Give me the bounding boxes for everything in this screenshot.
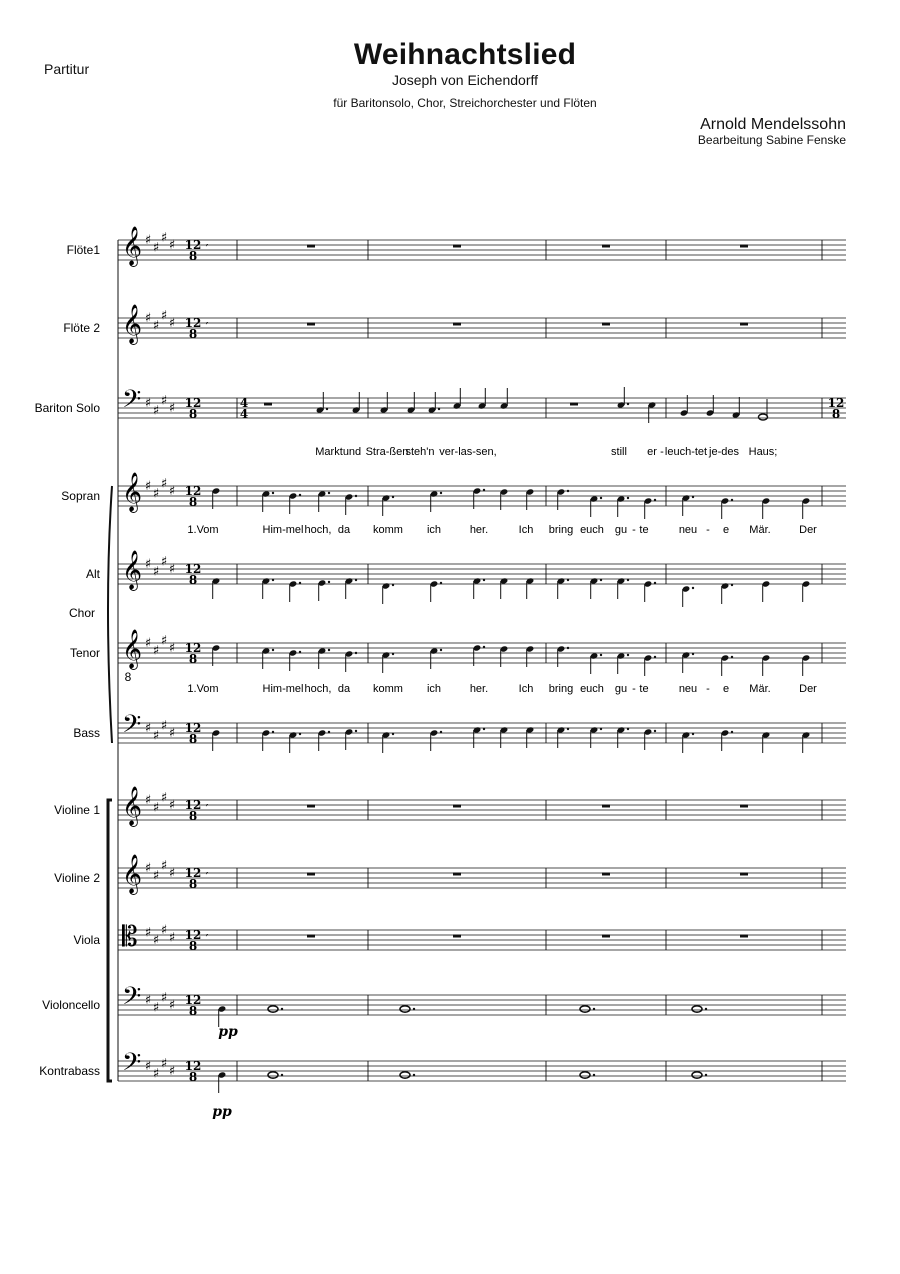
staff-label: Violoncello (42, 998, 100, 1012)
arranger-name: Bearbeitung Sabine Fenske (697, 133, 846, 147)
dot (413, 1008, 415, 1010)
treble-clef-icon: 𝄞 (122, 550, 143, 590)
dot (281, 1008, 283, 1010)
time-signature-top: 12 (184, 316, 202, 330)
time-signature-bottom: 8 (188, 877, 198, 891)
dot (483, 489, 485, 491)
sharp-icon: ♯ (160, 718, 168, 734)
dot (692, 653, 694, 655)
dot (355, 730, 357, 732)
sharp-icon: ♯ (152, 1000, 160, 1016)
lyric-syllable: Ich (518, 524, 534, 536)
time-signature-bottom: 8 (188, 573, 198, 587)
dot (355, 579, 357, 581)
sharp-icon: ♯ (160, 633, 168, 649)
dot (692, 733, 694, 735)
treble-clef-icon: 𝄞 (122, 786, 143, 826)
dot (731, 584, 733, 586)
sharp-icon: ♯ (168, 484, 176, 499)
eighth-rest: ′ (205, 802, 209, 816)
bar-rest (453, 935, 461, 938)
lyric-syllable: neu (678, 524, 698, 536)
sharp-icon: ♯ (160, 923, 168, 938)
dot (299, 733, 301, 735)
dot (731, 499, 733, 501)
bass-clef-icon: 𝄢 (122, 1048, 142, 1083)
bar-rest (453, 323, 461, 326)
instrumentation-subtitle: für Baritonsolo, Chor, Streichorchester und Flöten (333, 96, 597, 110)
sharp-icon: ♯ (152, 403, 160, 419)
lyric-syllable: Der (799, 524, 817, 536)
sharp-icon: ♯ (160, 230, 168, 246)
sharp-icon: ♯ (168, 238, 176, 253)
dot (567, 490, 569, 492)
lyric-syllable: hoch, (304, 524, 332, 536)
lyric-syllable: - (706, 683, 710, 695)
sharp-icon: ♯ (144, 925, 152, 941)
time-signature-bottom: 8 (188, 1070, 198, 1084)
lyric-syllable: Mär. (749, 524, 771, 536)
lyric-syllable: hoch, (304, 683, 332, 695)
sharp-icon: ♯ (168, 798, 176, 813)
time-signature-bottom: 8 (188, 939, 198, 953)
sharp-icon: ♯ (168, 866, 176, 881)
whole-note (400, 1072, 410, 1078)
dot (654, 582, 656, 584)
sharp-icon: ♯ (168, 641, 176, 656)
treble-clef-icon: 𝄞 (122, 304, 143, 344)
time-signature-bottom: 8 (188, 732, 198, 746)
lyric-syllable: - (706, 524, 710, 536)
dot (440, 649, 442, 651)
staff-label: Violine 1 (54, 803, 100, 817)
bar-rest (453, 805, 461, 808)
bar-rest (602, 805, 610, 808)
staff-violine-1 (54, 786, 846, 827)
lyric-syllable: Him-mel (262, 524, 304, 536)
sharp-icon: ♯ (152, 564, 160, 580)
dynamic-mark: pp (218, 1024, 238, 1040)
dot (272, 579, 274, 581)
dot (328, 492, 330, 494)
bar-rest (602, 935, 610, 938)
sharp-icon: ♯ (160, 393, 168, 409)
lyric-syllable: neu (678, 683, 698, 695)
sharp-icon: ♯ (168, 998, 176, 1013)
bar-rest (307, 245, 315, 248)
alto-clef-icon: 𝄡 (122, 920, 138, 953)
time-signature-top: 12 (184, 238, 202, 252)
bass-clef-icon: 𝄢 (122, 385, 142, 420)
dot (593, 1074, 595, 1076)
sharp-icon: ♯ (168, 930, 176, 946)
bar-rest (740, 935, 748, 938)
dot (281, 1074, 283, 1076)
sharp-icon: ♯ (160, 790, 168, 806)
treble-clef-icon: 𝄞 (122, 472, 143, 512)
time-signature-top: 12 (184, 866, 202, 880)
dot (328, 581, 330, 583)
bass-clef-icon: 𝄢 (122, 710, 142, 745)
lyric-syllable: er (647, 446, 657, 458)
dot (483, 728, 485, 730)
dot (692, 496, 694, 498)
lyric-syllable: 1.Vom (187, 524, 219, 536)
dynamic-mark: pp (212, 1104, 232, 1120)
lyric-syllable: bring (548, 683, 574, 695)
staff-label: Viola (73, 933, 100, 947)
lyric-syllable: ver-las-sen, (439, 446, 497, 458)
poet-name: Joseph von Eichendorff (391, 72, 539, 88)
dot (692, 587, 694, 589)
dot (438, 408, 440, 410)
dot (731, 731, 733, 733)
dot (600, 728, 602, 730)
time-signature-top: 12 (184, 721, 202, 735)
lyric-syllable: gu (614, 683, 628, 695)
bar-rest (740, 873, 748, 876)
lyric-syllable: her. (469, 683, 489, 695)
lyric-syllable: bring (548, 524, 574, 536)
staff-label: Flöte 2 (63, 321, 100, 335)
dot (272, 731, 274, 733)
staff-violoncello (42, 982, 846, 1018)
dot (392, 653, 394, 655)
sharp-icon: ♯ (144, 793, 152, 808)
staff-bass (73, 710, 846, 746)
time-signature-top: 12 (184, 484, 202, 498)
sharp-icon: ♯ (160, 990, 168, 1006)
eighth-rest: ′ (205, 320, 209, 334)
sharp-icon: ♯ (168, 1064, 176, 1079)
sharp-icon: ♯ (152, 868, 160, 884)
lyric-syllable: still (611, 446, 627, 458)
lyric-syllable: je-des (709, 446, 739, 458)
eighth-rest: ′ (205, 242, 209, 256)
lyric-syllable: Der (799, 683, 817, 695)
staff-label: Flöte1 (66, 243, 100, 257)
dot (627, 728, 629, 730)
composer-name: Arnold Mendelssohn (700, 116, 846, 133)
whole-note (268, 1072, 278, 1078)
dot (705, 1008, 707, 1010)
dot (440, 582, 442, 584)
dot (600, 654, 602, 656)
bar-rest (602, 323, 610, 326)
lyric-syllable: - (632, 524, 636, 536)
lyric-syllable: - (660, 446, 664, 458)
time-signature-bottom: 8 (188, 1004, 198, 1018)
treble8-clef-icon: 𝄞 (122, 629, 143, 669)
sharp-icon: ♯ (144, 557, 152, 572)
choir-group-label: Chor (68, 606, 95, 620)
lyric-syllable: Him-mel (262, 683, 304, 695)
dot (328, 649, 330, 651)
staff-kontrabass (39, 1048, 846, 1084)
sharp-icon: ♯ (160, 554, 168, 570)
dot (627, 403, 629, 405)
lyric-syllable: te (639, 683, 649, 695)
lyric-syllable: gu (614, 524, 628, 536)
bariton-time-change-bottom: 4 (239, 407, 249, 421)
whole-note (580, 1072, 590, 1078)
sharp-icon: ♯ (160, 476, 168, 492)
dot (440, 492, 442, 494)
staff-bariton-solo (35, 385, 846, 421)
dot (731, 656, 733, 658)
time-signature-bottom: 8 (188, 809, 198, 823)
eighth-rest: ′ (205, 870, 209, 884)
bar-rest (602, 245, 610, 248)
dot (705, 1074, 707, 1076)
time-signature-bottom: 8 (188, 327, 198, 341)
lyric-syllable: her. (469, 524, 489, 536)
dot (440, 731, 442, 733)
dot (627, 654, 629, 656)
bar-rest (307, 935, 315, 938)
time-signature-top: 12 (184, 798, 202, 812)
dot (299, 651, 301, 653)
bar-rest (307, 873, 315, 876)
lyric-syllable: und (342, 446, 362, 458)
sharp-icon: ♯ (160, 308, 168, 324)
lyric-syllable: - (632, 683, 636, 695)
dot (483, 646, 485, 648)
sharp-icon: ♯ (144, 993, 152, 1008)
sharp-icon: ♯ (144, 233, 152, 248)
time-signature-top: 12 (184, 1059, 202, 1073)
lyric-syllable: euch (580, 683, 604, 695)
sharp-icon: ♯ (152, 1066, 160, 1082)
whole-note (692, 1006, 702, 1012)
dot (654, 499, 656, 501)
dot (299, 582, 301, 584)
dot (355, 652, 357, 654)
bar-rest (453, 245, 461, 248)
bariton-time-change-top: 4 (239, 396, 249, 410)
bar-rest (307, 323, 315, 326)
dot (328, 731, 330, 733)
eighth-rest: ′ (205, 932, 209, 946)
strings-bracket (108, 800, 112, 1081)
lyric-syllable: steh'n (405, 446, 435, 458)
sharp-icon: ♯ (152, 240, 160, 256)
time-signature-top: 12 (184, 641, 202, 655)
time-signature-bottom: 8 (188, 249, 198, 263)
lyric-syllable: e (722, 524, 730, 536)
sharp-icon: ♯ (160, 858, 168, 874)
dot (413, 1074, 415, 1076)
lyric-syllable: 1.Vom (187, 683, 219, 695)
sharp-icon: ♯ (144, 479, 152, 494)
bar-rest (740, 323, 748, 326)
dot (392, 733, 394, 735)
time-signature-top: 12 (184, 928, 202, 942)
octave-8-label: 8 (124, 670, 132, 684)
lyric-syllable: Mär. (749, 683, 771, 695)
sharp-icon: ♯ (144, 636, 152, 651)
treble-clef-icon: 𝄞 (122, 854, 143, 894)
staff-label: Violine 2 (54, 871, 100, 885)
sharp-icon: ♯ (152, 318, 160, 334)
lyric-syllable: euch (580, 524, 604, 536)
lyric-syllable: Ich (518, 683, 534, 695)
time-signature-bottom: 8 (188, 407, 198, 421)
bar-rest (570, 403, 578, 406)
dot (272, 649, 274, 651)
lyric-syllable: Stra-ßen (365, 446, 409, 458)
bass-clef-icon: 𝄢 (122, 982, 142, 1017)
staff-label: Sopran (61, 489, 100, 503)
lyric-syllable: ich (426, 683, 442, 695)
half-note (759, 414, 768, 420)
sharp-icon: ♯ (152, 728, 160, 744)
staff-label: Bass (73, 726, 100, 740)
sharp-icon: ♯ (152, 800, 160, 816)
sharp-icon: ♯ (144, 311, 152, 326)
sharp-icon: ♯ (168, 316, 176, 331)
dot (654, 656, 656, 658)
dot (567, 728, 569, 730)
staff-violine-2 (54, 854, 846, 895)
staff-label: Kontrabass (39, 1064, 100, 1078)
dot (392, 584, 394, 586)
sharp-icon: ♯ (152, 486, 160, 502)
time-signature-top: 12 (184, 396, 202, 410)
bar-rest (453, 873, 461, 876)
dot (326, 408, 328, 410)
lyric-syllable: komm (373, 524, 403, 536)
lyric-syllable: e (722, 683, 730, 695)
staff-label: Tenor (69, 646, 100, 660)
whole-note (580, 1006, 590, 1012)
dot (654, 730, 656, 732)
dot (600, 497, 602, 499)
lyric-syllable: Markt (315, 446, 343, 458)
lyric-syllable: te (639, 524, 649, 536)
staff-sopran (61, 472, 846, 513)
staff-label: Bariton Solo (34, 401, 100, 415)
time-signature-bottom: 8 (188, 495, 198, 509)
dot (483, 579, 485, 581)
bariton-end-time-top: 12 (827, 396, 845, 410)
piece-title: Weihnachtslied (353, 38, 577, 71)
dot (355, 495, 357, 497)
time-signature-top: 12 (184, 562, 202, 576)
sharp-icon: ♯ (152, 933, 160, 948)
bar-rest (307, 805, 315, 808)
treble-clef-icon: 𝄞 (122, 226, 143, 266)
lyric-syllable: komm (373, 683, 403, 695)
sharp-icon: ♯ (144, 1059, 152, 1074)
staff-label: Alt (85, 567, 100, 581)
dot (567, 579, 569, 581)
staff-tenor (70, 629, 846, 670)
dot (272, 492, 274, 494)
bar-rest (264, 403, 272, 406)
lyric-syllable: da (337, 524, 351, 536)
time-signature-bottom: 8 (188, 652, 198, 666)
bar-rest (602, 873, 610, 876)
bar-rest (740, 805, 748, 808)
bariton-end-time-bottom: 8 (831, 407, 841, 421)
sharp-icon: ♯ (168, 726, 176, 741)
whole-note (268, 1006, 278, 1012)
dot (600, 579, 602, 581)
lyric-syllable: Haus; (748, 446, 778, 458)
dot (567, 647, 569, 649)
dot (593, 1008, 595, 1010)
whole-note (400, 1006, 410, 1012)
sharp-icon: ♯ (152, 643, 160, 659)
lyric-syllable: leuch-tet (664, 446, 708, 458)
lyric-syllable: ich (426, 524, 442, 536)
time-signature-top: 12 (184, 993, 202, 1007)
dot (299, 494, 301, 496)
sharp-icon: ♯ (160, 1056, 168, 1072)
dot (392, 496, 394, 498)
partitur-label: Partitur (44, 61, 90, 77)
whole-note (692, 1072, 702, 1078)
sharp-icon: ♯ (144, 861, 152, 876)
sharp-icon: ♯ (168, 562, 176, 577)
sharp-icon: ♯ (168, 401, 176, 416)
dot (627, 579, 629, 581)
lyric-syllable: da (337, 683, 351, 695)
choir-bracket (108, 486, 112, 743)
dot (627, 497, 629, 499)
bar-rest (740, 245, 748, 248)
sharp-icon: ♯ (144, 396, 152, 411)
sharp-icon: ♯ (144, 721, 152, 736)
